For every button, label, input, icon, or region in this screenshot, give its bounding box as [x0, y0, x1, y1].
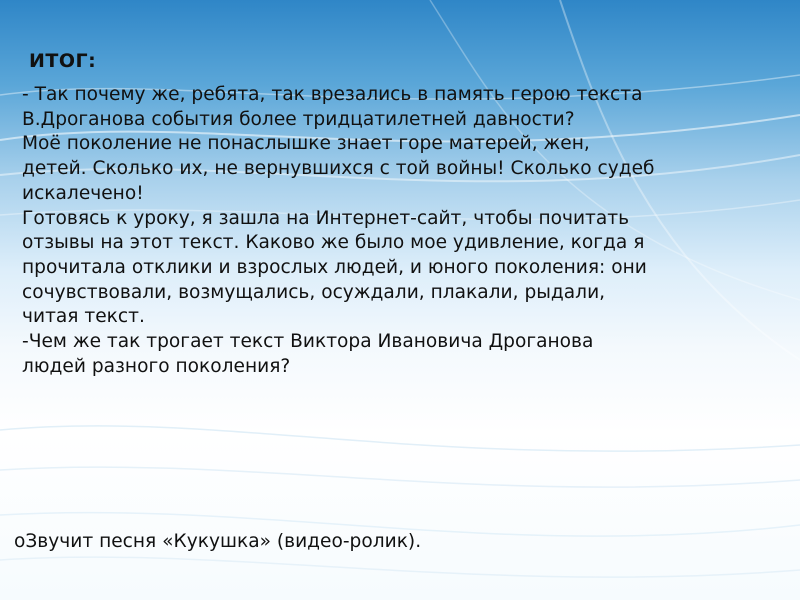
text-line: читая текст.	[22, 306, 145, 328]
text-line: В.Дроганова события более тридцатилетней давности?	[22, 108, 575, 130]
text-line: - Так почему же, ребята, так врезались в память герою текста	[22, 84, 643, 105]
text-line: детей. Сколько их, не вернувшихся с той войны! Сколько судеб	[22, 158, 655, 180]
text-line: людей разного поколения?	[22, 355, 291, 377]
slide-heading: ИТОГ:	[29, 50, 97, 72]
text-line: -Чем же так трогает текст Виктора Ивановича Дроганова	[22, 331, 594, 353]
text-line: искалечено!	[22, 182, 144, 204]
body-text	[22, 83, 782, 379]
text-line: сочувствовали, возмущались, осуждали, плакали, рыдали,	[22, 281, 606, 303]
bullet-item: oЗвучит песня «Кукушка» (видео-ролик).	[14, 531, 422, 552]
text-line: прочитала отклики и взрослых людей, и юного поколения: они	[22, 256, 647, 278]
text-line: отзывы на этот текст. Каково же было мое удивление, когда я	[22, 232, 645, 254]
text-line: Моё поколение не понаслышке знает горе матерей, жен,	[22, 133, 590, 155]
text-line: Готовясь к уроку, я зашла на Интернет-сайт, чтобы почитать	[22, 207, 630, 229]
